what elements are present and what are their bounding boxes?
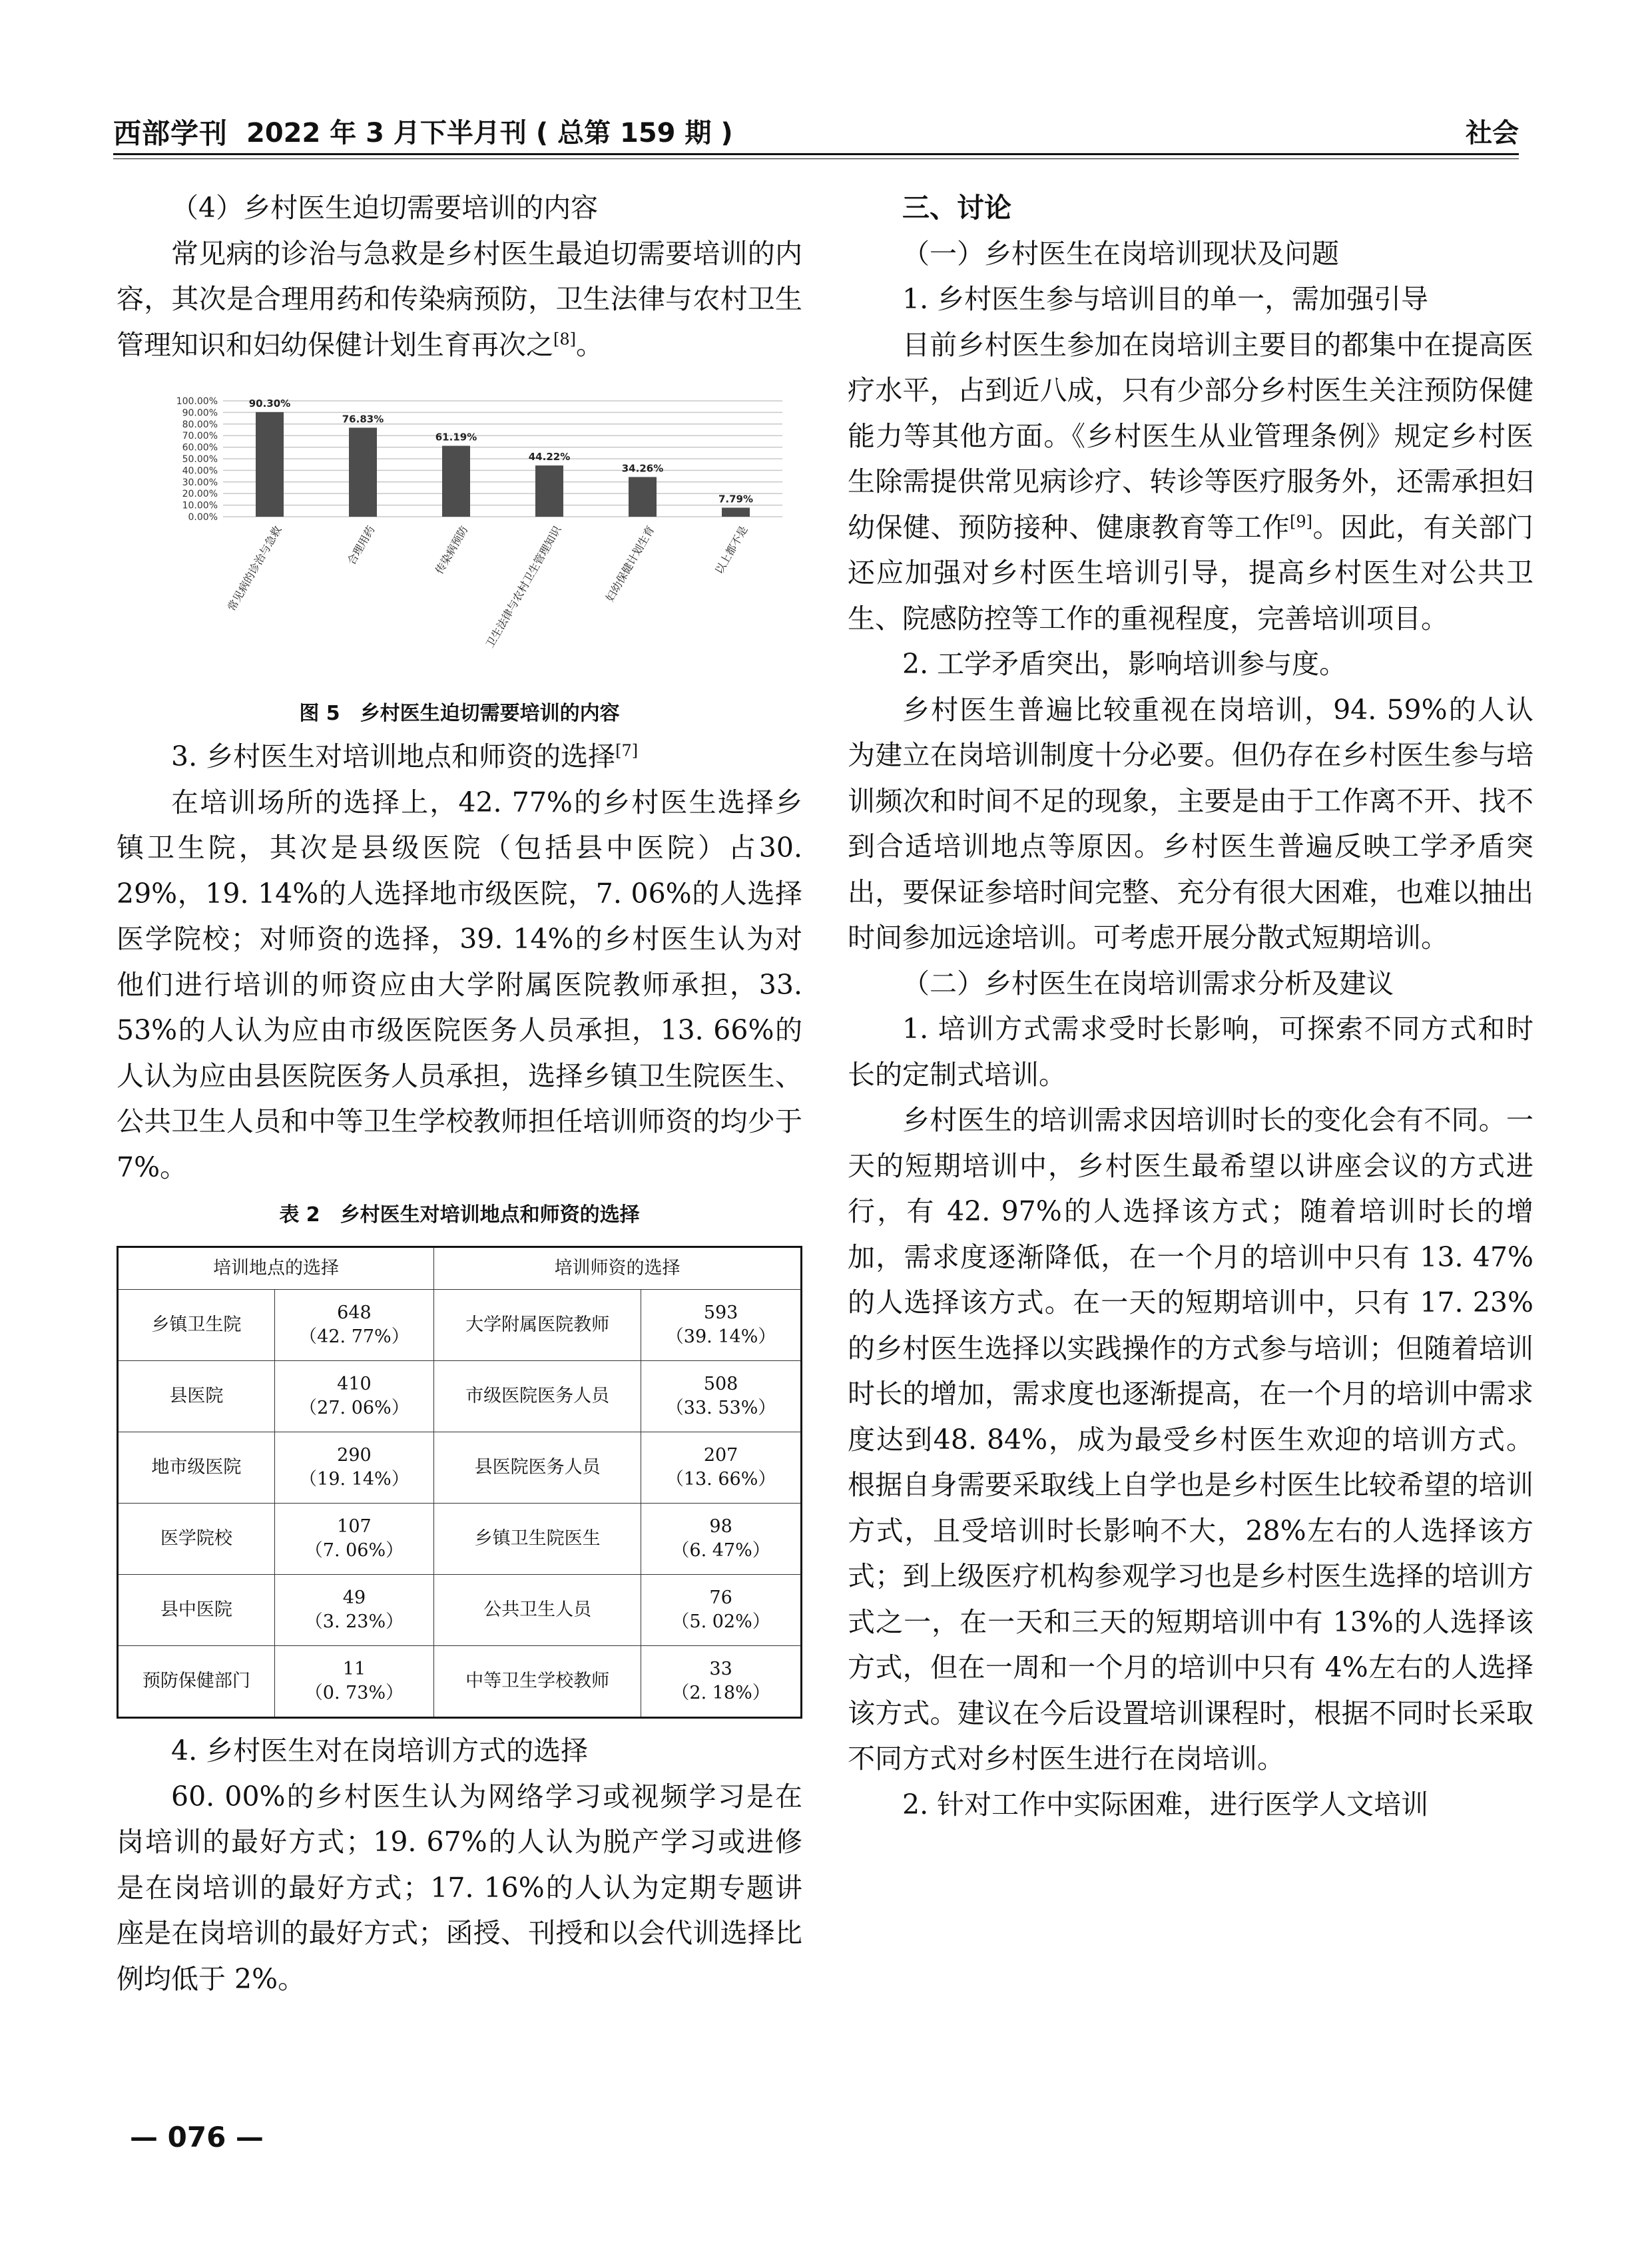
paragraph-end: 。 xyxy=(576,328,603,361)
place-cell xyxy=(118,1575,275,1646)
cell-text: 地市级医院 xyxy=(151,1457,242,1478)
cell-text: 医学院校 xyxy=(160,1528,232,1549)
table-header-row xyxy=(118,1247,802,1290)
cell-text: （7. 06%） xyxy=(304,1540,404,1561)
cell-text: 648 xyxy=(337,1302,372,1323)
y-tick-label: 20.00% xyxy=(182,489,218,500)
issue-info: 2022 年 3 月下半月刊 ( 总第 159 期 ) xyxy=(246,118,733,148)
subsection-heading: （二）乡村医生在岗培训需求分析及建议 xyxy=(902,967,1394,999)
paragraph: 在培训场所的选择上，42. 77%的乡村医生选择乡镇卫生院，其次是县级医院（包括县中医院）占30. 29%，19. 14%的人选择地市级医院，7. 06%的人选择医学院校；对师资的选择，39. 14%的乡村医生认为对他们进行培训的师资应由大学附属医院教师承担，33. 53%的人认为应由市级医院医务人员承担，13. 66%的人认为应由县医院医务人员承担，选择乡镇卫生院医生、公共卫生人员和中等卫生学校教师担任培训师资的均少于 7%。 xyxy=(117,786,802,1183)
cell-text: 县医院医务人员 xyxy=(474,1457,601,1478)
cell-text: 107 xyxy=(337,1516,372,1537)
table-row xyxy=(118,1575,802,1646)
place-cell xyxy=(118,1432,275,1504)
x-tick-label: 以上都不是 xyxy=(712,523,750,577)
place-count-cell xyxy=(274,1290,433,1361)
bar xyxy=(629,477,657,517)
y-tick-label: 90.00% xyxy=(182,408,218,419)
cell-text: 508 xyxy=(703,1374,738,1394)
cell-text: 49 xyxy=(342,1587,366,1608)
cell-text: 593 xyxy=(703,1302,738,1323)
heading-text: 3. 乡村医生对培训地点和师资的选择 xyxy=(171,740,616,772)
y-tick-label: 70.00% xyxy=(182,431,218,442)
cell-text: 预防保健部门 xyxy=(142,1671,250,1691)
y-tick-label: 60.00% xyxy=(182,442,218,453)
running-header xyxy=(113,112,1519,158)
cell-text: （5. 02%） xyxy=(671,1611,770,1632)
cell-text: （27. 06%） xyxy=(299,1398,410,1418)
cell-text: 县医院 xyxy=(169,1386,224,1406)
section-name: 社会 xyxy=(1466,118,1519,148)
y-tick-label: 40.00% xyxy=(182,465,218,477)
table-caption: 表 2 乡村医生对培训地点和师资的选择 xyxy=(279,1203,640,1227)
x-tick-label: 合理用药 xyxy=(345,523,378,567)
teacher-cell xyxy=(434,1290,641,1361)
table-row xyxy=(118,1646,802,1718)
paragraph xyxy=(117,231,802,368)
teacher-cell xyxy=(434,1432,641,1504)
y-tick-label: 10.00% xyxy=(182,500,218,511)
subsection-heading: （4）乡村医生迫切需要培训的内容 xyxy=(171,192,599,224)
y-tick-label: 0.00% xyxy=(188,512,218,523)
cell-text: （33. 53%） xyxy=(665,1398,776,1418)
place-cell xyxy=(118,1646,275,1718)
cell-text: （6. 47%） xyxy=(671,1540,770,1561)
bar xyxy=(722,507,750,517)
bar-chart xyxy=(117,381,802,694)
teacher-cell xyxy=(434,1504,641,1575)
header-teacher: 培训师资的选择 xyxy=(434,1247,802,1290)
cell-text: 76 xyxy=(709,1587,732,1608)
cell-text: 290 xyxy=(337,1445,372,1466)
paragraph-text: 常见病的诊治与急救是乡村医生最迫切需要培训的内容，其次是合理用药和传染病预防，卫生法律与农村卫生管理知识和妇幼保健计划生育再次之 xyxy=(117,237,802,361)
subsection-heading: 2. 工学矛盾突出，影响培训参与度。 xyxy=(902,648,1347,680)
cell-text: 410 xyxy=(337,1374,372,1394)
cell-text: 公共卫生人员 xyxy=(483,1599,592,1620)
figure-caption: 图 5 乡村医生迫切需要培训的内容 xyxy=(299,702,620,725)
data-label: 7.79% xyxy=(718,493,754,505)
header-rule-thin xyxy=(113,158,1519,159)
place-count-cell xyxy=(274,1361,433,1432)
cell-text: 11 xyxy=(342,1659,366,1679)
subsection-heading: （一）乡村医生在岗培训现状及问题 xyxy=(902,237,1339,270)
place-count-cell xyxy=(274,1504,433,1575)
paragraph: 乡村医生普遍比较重视在岗培训，94. 59%的人认为建立在岗培训制度十分必要。但仍存在乡村医生参与培训频次和时间不足的现象，主要是由于工作离不开、找不到合适培训地点等原因。乡村医生普遍反映工学矛盾突出，要保证参培时间完整、充分有很大困难，也难以抽出时间参加远途培训。可考虑开展分散式短期培训。 xyxy=(848,693,1533,954)
bar xyxy=(442,446,470,517)
cell-text: 大学附属医院教师 xyxy=(465,1314,610,1335)
data-label: 76.83% xyxy=(342,413,384,425)
place-count-cell xyxy=(274,1646,433,1718)
teacher-count-cell xyxy=(641,1504,802,1575)
bar xyxy=(535,465,563,517)
cell-text: 市级医院医务人员 xyxy=(465,1386,610,1406)
teacher-cell xyxy=(434,1646,641,1718)
place-cell xyxy=(118,1361,275,1432)
y-tick-label: 100.00% xyxy=(176,396,218,407)
cell-text: （3. 23%） xyxy=(304,1611,404,1632)
bar xyxy=(256,412,284,517)
teacher-cell xyxy=(434,1361,641,1432)
header-rule xyxy=(113,153,1519,155)
cell-text: （0. 73%） xyxy=(304,1683,404,1703)
y-tick-label: 30.00% xyxy=(182,477,218,488)
x-tick-label: 卫生法律与农村卫生管理知识 xyxy=(483,523,564,651)
data-label: 34.26% xyxy=(621,462,664,475)
citation: [9] xyxy=(1290,511,1312,531)
subsection-heading: 2. 针对工作中实际困难，进行医学人文培训 xyxy=(902,1788,1429,1821)
teacher-count-cell xyxy=(641,1432,802,1504)
cell-text: 98 xyxy=(709,1516,732,1537)
place-cell xyxy=(118,1504,275,1575)
y-tick-label: 80.00% xyxy=(182,419,218,430)
header-place: 培训地点的选择 xyxy=(118,1247,434,1290)
data-label: 44.22% xyxy=(528,451,571,463)
cell-text: 33 xyxy=(709,1659,732,1679)
bar xyxy=(349,427,377,517)
x-tick-label: 妇幼保健计划生育 xyxy=(603,523,657,604)
paragraph-text-cont: 。因此，有关部门还应加强对乡村医生培训引导，提高乡村医生对公共卫生、院感防控等工作的重视程度，完善培训项目。 xyxy=(848,511,1533,635)
paragraph: 乡村医生的培训需求因培训时长的变化会有不同。一天的短期培训中，乡村医生最希望以讲座会议的方式进行，有 42. 97%的人选择该方式；随着培训时长的增加，需求度逐渐降低，在一个月的培训中只有 13. 47%的人选择该方式。在一天的短期培训中，只有 17. 23%的乡村医生选择以实践操作的方式参与培训；但随着培训时长的增加，需求度也逐渐提高，在一个月的培训中需求度达到48. 84%，成为最受乡村医生欢迎的培训方式。根据自身需要采取线上自学也是乡村医生比较希望的培训方式，且受培训时长影响不大，28%左右的人选择该方式；到上级医疗机构参观学习也是乡村医生选择的培训方式之一，在一天和三天的短期培训中有 13%的人选择该方式，但在一周和一个月的培训中只有 4%左右的人选择该方式。建议在今后设置培训课程时，根据不同时长采取不同方式对乡村医生进行在岗培训。 xyxy=(848,1104,1533,1775)
teacher-count-cell xyxy=(641,1361,802,1432)
cell-text: 乡镇卫生院 xyxy=(151,1314,242,1335)
table-row xyxy=(118,1361,802,1432)
place-count-cell xyxy=(274,1432,433,1504)
data-table xyxy=(117,1246,802,1719)
right-column xyxy=(848,185,1533,1827)
table-row xyxy=(118,1504,802,1575)
cell-text: 乡镇卫生院医生 xyxy=(474,1528,601,1549)
page-number: — 076 — xyxy=(130,2121,264,2153)
place-count-cell xyxy=(274,1575,433,1646)
table-row xyxy=(118,1432,802,1504)
y-tick-label: 50.00% xyxy=(182,454,218,465)
teacher-count-cell xyxy=(641,1290,802,1361)
cell-text: 207 xyxy=(703,1445,738,1466)
section-heading: 三、讨论 xyxy=(902,192,1011,224)
citation: [7] xyxy=(615,741,639,760)
paragraph-text: 目前乡村医生参加在岗培训主要目的都集中在提高医疗水平，占到近八成，只有少部分乡村医生关注预防保健能力等其他方面。《乡村医生从业管理条例》规定乡村医生除需提供常见病诊疗、转诊等医疗服务外，还需承担妇幼保健、预防接种、健康教育等工作 xyxy=(848,328,1533,543)
place-cell xyxy=(118,1290,275,1361)
figure-5 xyxy=(117,381,802,694)
cell-text: 县中医院 xyxy=(160,1599,232,1620)
left-column xyxy=(117,185,802,2002)
table-body xyxy=(118,1290,802,1718)
journal-name: 西部学刊 xyxy=(113,117,228,150)
cell-text: （19. 14%） xyxy=(299,1469,410,1490)
x-tick-label: 常见病的诊治与急救 xyxy=(225,523,284,613)
cell-text: （2. 18%） xyxy=(671,1683,770,1703)
cell-text: （13. 66%） xyxy=(665,1469,776,1490)
table-row xyxy=(118,1290,802,1361)
teacher-cell xyxy=(434,1575,641,1646)
subsection-heading: 4. 乡村医生对在岗培训方式的选择 xyxy=(171,1735,589,1767)
cell-text: 中等卫生学校教师 xyxy=(465,1671,610,1691)
paragraph xyxy=(848,322,1533,642)
cell-text: （39. 14%） xyxy=(665,1326,776,1347)
subsection-heading: 1. 乡村医生参与培训目的单一，需加强引导 xyxy=(902,283,1429,315)
paragraph: 60. 00%的乡村医生认为网络学习或视频学习是在岗培训的最好方式；19. 67%的人认为脱产学习或进修是在岗培训的最好方式；17. 16%的人认为定期专题讲座是在岗培训的最好方式；函授、刊授和以会代训选择比例均低于 2%。 xyxy=(117,1780,802,1995)
subsection-heading: 1. 培训方式需求受时长影响，可探索不同方式和时长的定制式培训。 xyxy=(848,1013,1533,1091)
cell-text: （42. 77%） xyxy=(299,1326,410,1347)
teacher-count-cell xyxy=(641,1575,802,1646)
data-label: 90.30% xyxy=(248,397,291,410)
x-tick-label: 传染病预防 xyxy=(433,523,471,577)
subsection-heading xyxy=(117,734,802,780)
teacher-count-cell xyxy=(641,1646,802,1718)
citation: [8] xyxy=(553,329,576,348)
data-label: 61.19% xyxy=(435,431,477,443)
